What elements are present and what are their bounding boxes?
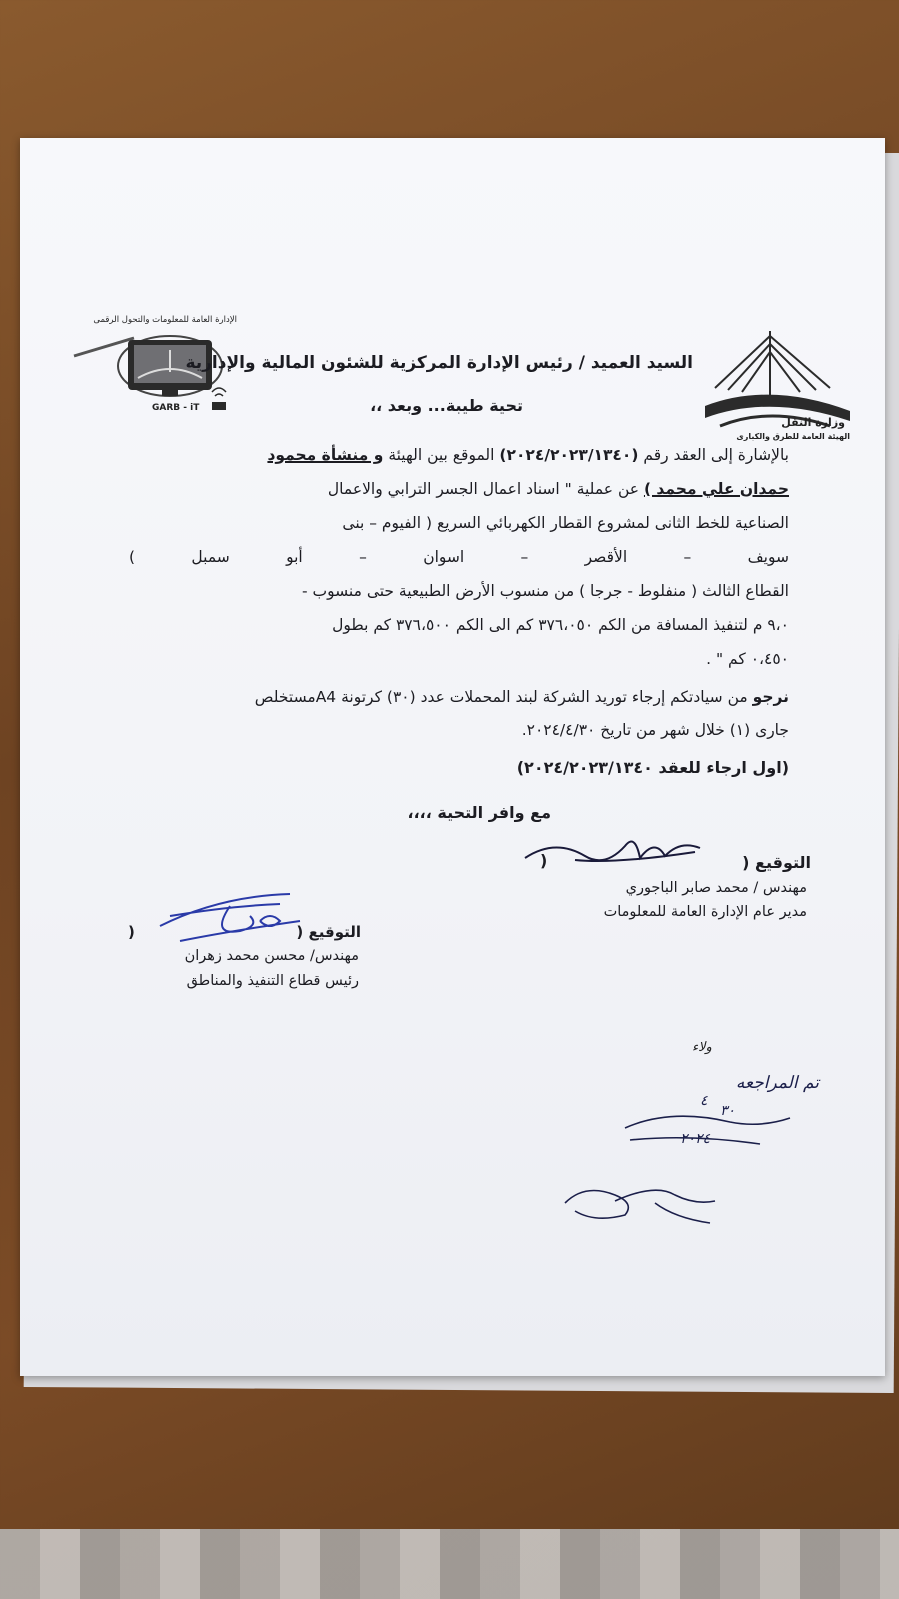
letter-page bbox=[20, 138, 885, 1376]
request-keyword: نرجو bbox=[752, 688, 789, 706]
contract-number: (٢٠٢٤/٢٠٢٣/١٣٤٠) bbox=[499, 446, 639, 464]
closing-line: مع وافر التحية ،،،، bbox=[407, 803, 551, 822]
left-signatory-title: رئيس قطاع التنفيذ والمناطق bbox=[186, 973, 359, 989]
reference-line-4: سويف – الأقصر – اسوان – أبو سمبل ) bbox=[129, 548, 789, 566]
handwritten-review-scribble bbox=[610, 1088, 810, 1158]
handwritten-day: ٣٠ bbox=[720, 1103, 736, 1119]
greeting-line: تحية طيبة... وبعد ،، bbox=[370, 396, 523, 415]
first-postponement-line: (اول ارجاء للعقد ٢٠٢٤/٢٠٢٣/١٣٤٠) bbox=[516, 758, 789, 777]
handwritten-review-note: تم المراجعه bbox=[735, 1073, 819, 1093]
request-line-1 bbox=[255, 688, 789, 706]
handwritten-year: ٢٠٢٤ bbox=[680, 1131, 711, 1147]
handwritten-month: ٤ bbox=[700, 1093, 708, 1109]
right-signatory-name: مهندس / محمد صابر الباجوري bbox=[625, 880, 807, 896]
contractor-name-part2: حمدان علي محمد ) bbox=[643, 480, 789, 498]
right-signatory-title: مدير عام الإدارة العامة للمعلومات bbox=[603, 904, 807, 920]
signed-between: الموقع بين الهيئة bbox=[388, 446, 495, 464]
ministry-name: وزارة النقل bbox=[781, 416, 845, 429]
reference-line-5: القطاع الثالث ( منفلوط - جرجا ) من منسوب الأرض الطبيعية حتى منسوب - bbox=[301, 582, 789, 600]
addressee-line: السيد العميد / رئيس الإدارة المركزية للشئون المالية والإدارية bbox=[185, 353, 693, 373]
right-signature-scribble bbox=[515, 828, 715, 878]
garb-it-caption: GARB - iT bbox=[152, 403, 200, 413]
floor-background bbox=[0, 1529, 899, 1599]
project-description-start: عن عملية " اسناد اعمال الجسر الترابي والاعمال bbox=[327, 480, 640, 498]
request-line-2: جارى (١) خلال شهر من تاريخ ٢٠٢٤/٤/٣٠. bbox=[521, 721, 789, 739]
right-signature-label: التوقيع ( bbox=[742, 853, 811, 872]
left-signature-close-paren: ) bbox=[128, 923, 135, 941]
left-signatory-name: مهندس/ محسن محمد زهران bbox=[184, 948, 359, 964]
ministry-bridge-logo bbox=[700, 326, 860, 441]
bottom-initials-scribble bbox=[555, 1173, 725, 1233]
reference-line-1 bbox=[267, 446, 789, 464]
authority-name: الهيئة العامة للطرق والكبارى bbox=[736, 432, 850, 441]
reference-line-3: الصناعية للخط الثانى لمشروع القطار الكهربائي السريع ( الفيوم – بنى bbox=[342, 514, 789, 532]
contractor-name-part1: و منشأة محمود bbox=[267, 446, 384, 464]
left-signature-scribble bbox=[140, 886, 320, 956]
it-department-name: الإدارة العامة للمعلومات والتحول الرقمى bbox=[93, 315, 237, 325]
request-body: من سيادتكم إرجاء توريد الشركة لبند المحملات عدد (٣٠) كرتونة A4مستخلص bbox=[254, 688, 748, 706]
right-signature-close-paren: ) bbox=[540, 851, 548, 870]
reference-line-6: ٩،٠ م لتنفيذ المسافة من الكم ٣٧٦،٠٥٠ كم الى الكم ٣٧٦،٥٠٠ كم بطول bbox=[332, 616, 789, 634]
left-signature-label: التوقيع ( bbox=[296, 923, 361, 941]
reference-line-7: ٠،٤٥٠ كم " . bbox=[706, 650, 789, 668]
reference-intro: بالإشارة إلى العقد رقم bbox=[643, 446, 789, 464]
reference-line-2 bbox=[328, 480, 789, 498]
handwritten-initial-note: ولاء bbox=[692, 1040, 712, 1055]
